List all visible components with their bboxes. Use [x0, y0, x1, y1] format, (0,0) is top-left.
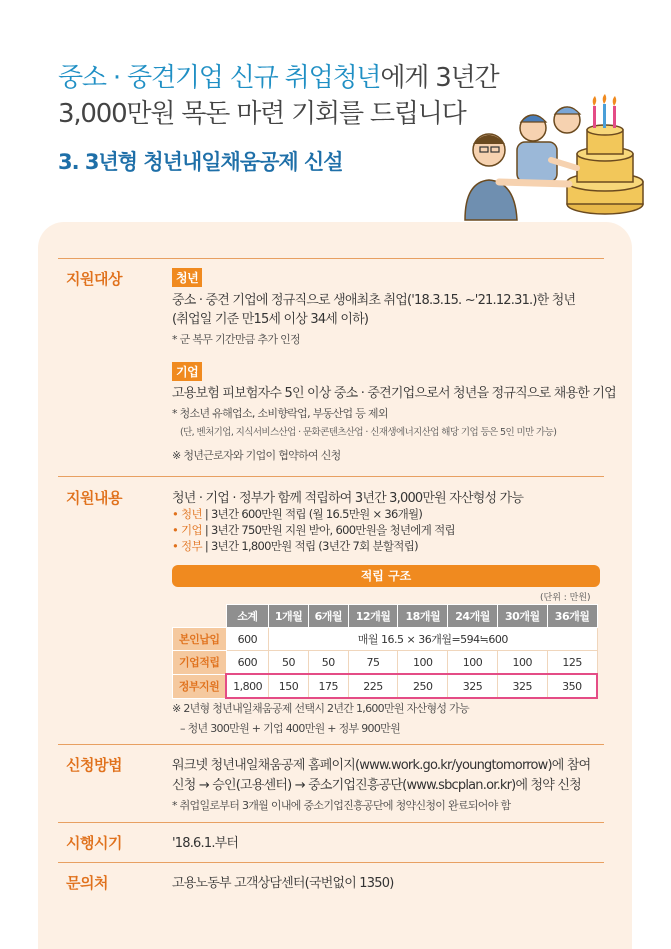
table-cell: 125: [547, 651, 597, 675]
table-cell: 250: [398, 674, 448, 698]
col-header: 소계: [226, 605, 269, 628]
company-line1: 고용보험 피보험자수 5인 이상 중소 · 중견기업으로서 청년을 정규직으로 채용한 기업: [172, 386, 616, 401]
apply-line1: 워크넷 청년내일채움공제 홈페이지(www.work.go.kr/youngtomorrow)에 참여: [172, 758, 591, 773]
apply-line2: 신청 → 승인(고용센터) → 중소기업진흥공단(www.sbcplan.or.kr)에 청약 신청: [172, 778, 581, 793]
bullet-youth-who: • 청년: [172, 507, 202, 521]
table-cell: 150: [269, 674, 309, 698]
youth-line2: (취업일 기준 만15세 이상 34세 이하): [172, 312, 369, 327]
section-label-content: 지원내용: [66, 489, 122, 507]
table-cell: 225: [348, 674, 398, 698]
youth-tag: 청년: [172, 268, 202, 287]
table-corner: [173, 605, 227, 628]
section-divider: [58, 258, 604, 259]
table-cell: 325: [448, 674, 498, 698]
bullet-gov-who: • 정부: [172, 539, 202, 553]
section-subtitle: 3. 3년형 청년내일채움공제 신설: [58, 150, 343, 174]
col-header: 12개월: [348, 605, 398, 628]
savings-structure-table: [172, 604, 598, 699]
section-label-apply: 신청방법: [66, 756, 122, 774]
table-row-company: [173, 651, 598, 675]
company-note2: (단, 벤처기업, 지식서비스산업 · 문화콘텐츠산업 · 신재생에너지산업 해당 기업 등은 5인 미만 가능): [180, 427, 557, 438]
section-label-target: 지원대상: [66, 270, 122, 288]
youth-line1: 중소 · 중견 기업에 정규직으로 생애최초 취업('18.3.15. ~'21.12.31.)한 청년: [172, 293, 576, 308]
company-note1: * 청소년 유해업소, 소비향락업, 부동산업 등 제외: [172, 407, 388, 420]
company-tag: 기업: [172, 362, 202, 381]
headline-rest: 에게 3년간: [380, 63, 499, 93]
col-header: 24개월: [448, 605, 498, 628]
table-footnote1: ※ 2년형 청년내일채움공제 선택시 2년간 1,600만원 자산형성 가능: [172, 702, 469, 715]
table-cell: 325: [497, 674, 547, 698]
table-cell: 50: [308, 651, 348, 675]
content-intro: 청년 · 기업 · 정부가 함께 적립하여 3년간 3,000만원 자산형성 가능: [172, 491, 524, 506]
bullet-company: [172, 522, 455, 538]
row-label: 기업적립: [173, 651, 227, 675]
table-cell: 50: [269, 651, 309, 675]
table-title: 적립 구조: [172, 565, 600, 587]
table-cell: 600: [226, 628, 269, 651]
bullet-company-who: • 기업: [172, 523, 202, 537]
table-cell-merged: 매월 16.5 × 36개월=594≒600: [269, 628, 597, 651]
bullet-gov-text: | 3년간 1,800만원 적립 (3년간 7회 분할적립): [201, 539, 418, 553]
apply-note: * 취업일로부터 3개월 이내에 중소기업진흥공단에 청약신청이 완료되어야 함: [172, 799, 511, 812]
section-divider: [58, 476, 604, 477]
headline: [58, 60, 498, 132]
table-cell: 600: [226, 651, 269, 675]
col-header: 36개월: [547, 605, 597, 628]
table-cell: 350: [547, 674, 597, 698]
when-value: '18.6.1.부터: [172, 836, 239, 851]
section-divider: [58, 744, 604, 745]
table-cell: 100: [448, 651, 498, 675]
birthday-cake-illustration: [455, 92, 645, 222]
youth-note: * 군 복무 기간만큼 추가 인정: [172, 333, 300, 346]
table-row-gov: [173, 674, 598, 698]
col-header: 1개월: [269, 605, 309, 628]
row-label: 정부지원: [173, 674, 227, 698]
table-cell: 75: [348, 651, 398, 675]
table-cell: 1,800: [226, 674, 269, 698]
col-header: 6개월: [308, 605, 348, 628]
section-label-contact: 문의처: [66, 874, 108, 892]
headline-line1: [58, 60, 498, 96]
bullet-youth-text: | 3년간 600만원 적립 (월 16.5만원 × 36개월): [201, 507, 423, 521]
bullet-gov: [172, 538, 418, 554]
table-unit: (단위 : 만원): [540, 593, 591, 603]
col-header: 18개월: [398, 605, 448, 628]
bullet-youth: [172, 506, 422, 522]
table-row-self: [173, 628, 598, 651]
section-divider: [58, 822, 604, 823]
table-cell: 100: [398, 651, 448, 675]
section-label-when: 시행시기: [66, 834, 122, 852]
bullet-company-text: | 3년간 750만원 지원 받아, 600만원을 청년에게 적립: [201, 523, 455, 537]
table-footnote2: – 청년 300만원 + 기업 400만원 + 정부 900만원: [180, 722, 401, 735]
company-note3: ※ 청년근로자와 기업이 협약하여 신청: [172, 449, 341, 462]
table-cell: 100: [497, 651, 547, 675]
table-cell: 175: [308, 674, 348, 698]
section-divider: [58, 862, 604, 863]
headline-line2: 3,000만원 목돈 마련 기회를 드립니다: [58, 99, 466, 129]
table-header-row: [173, 605, 598, 628]
row-label: 본인납입: [173, 628, 227, 651]
contact-value: 고용노동부 고객상담센터(국번없이 1350): [172, 876, 394, 891]
headline-highlight: 중소 · 중견기업 신규 취업청년: [58, 63, 381, 93]
col-header: 30개월: [497, 605, 547, 628]
